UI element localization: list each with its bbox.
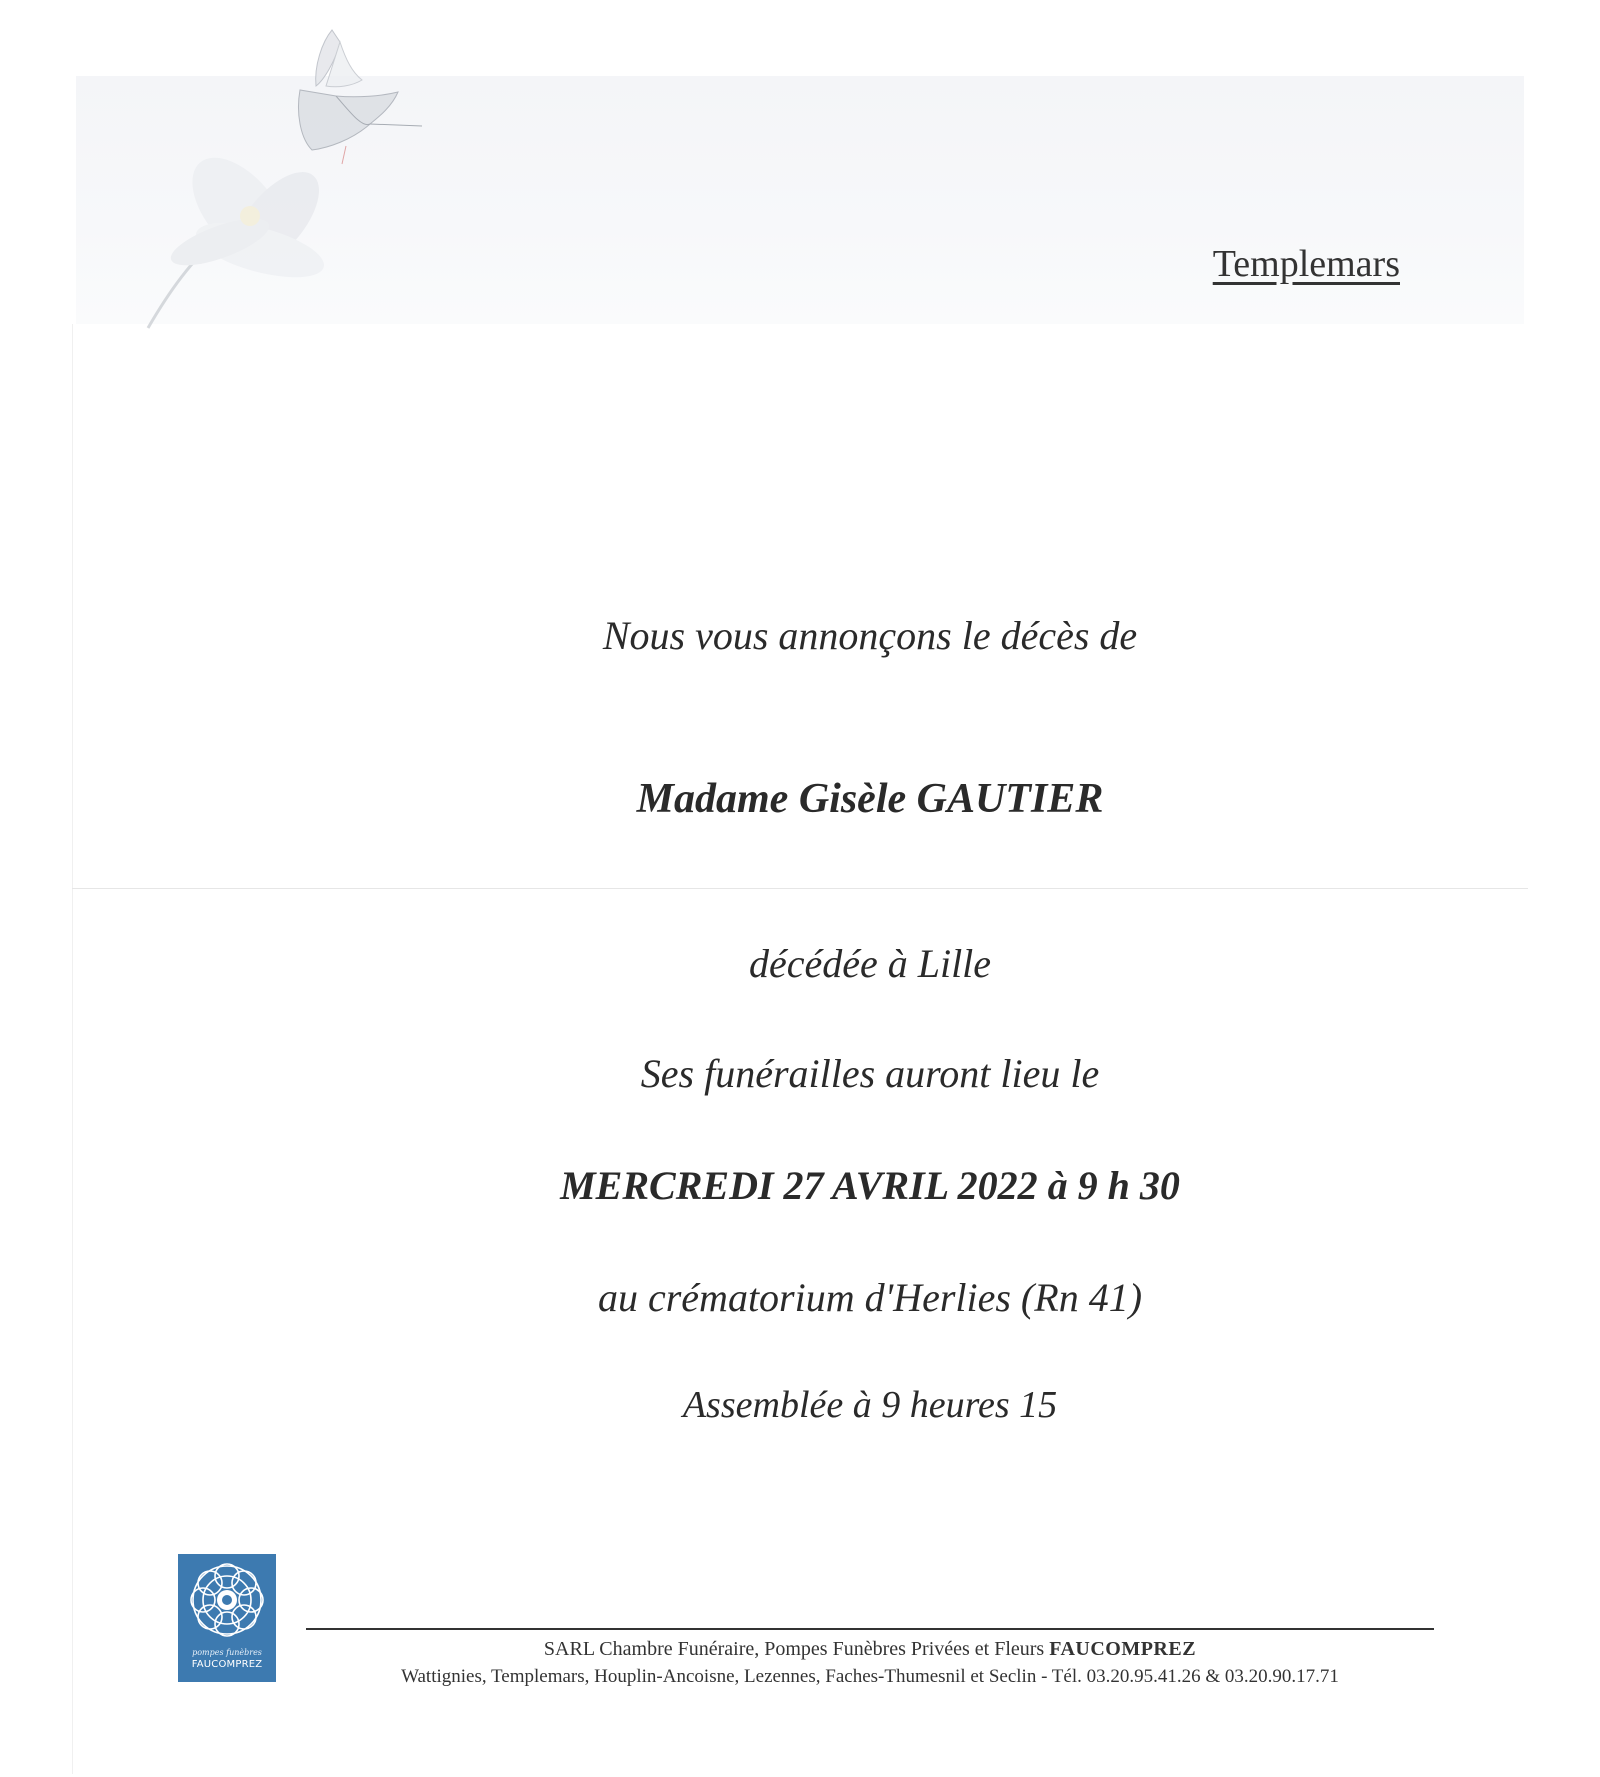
- fold-line: [72, 888, 1528, 889]
- footer-divider: [306, 1628, 1434, 1630]
- footer-locations-line: Wattignies, Templemars, Houplin-Ancoisne, Lezennes, Faches-Thumesnil et Seclin - Tél. 03.20.95.41.26 & 03.20.90.17.71: [401, 1666, 1339, 1687]
- logo-brand-text: FAUCOMPREZ: [191, 1659, 263, 1670]
- logo-script-text: pompes funèbres: [192, 1648, 262, 1657]
- funeral-venue: au crématorium d'Herlies (Rn 41): [597, 1275, 1143, 1320]
- deceased-name: Madame Gisèle GAUTIER: [636, 776, 1104, 822]
- location-heading: Templemars: [1212, 243, 1400, 285]
- place-of-death: décédée à Lille: [748, 941, 992, 986]
- footer-company-brand: FAUCOMPREZ: [1049, 1638, 1197, 1660]
- flower-butterfly-illustration: [100, 20, 440, 330]
- funeral-datetime: MERCREDI 27 AVRIL 2022 à 9 h 30: [560, 1163, 1180, 1208]
- rosette-icon: [178, 1554, 276, 1648]
- company-logo: [178, 1554, 276, 1682]
- butterfly-icon: [299, 30, 423, 164]
- footer-company-prefix: SARL Chambre Funéraire, Pompes Funèbres Privées et Fleurs: [543, 1638, 1050, 1660]
- funeral-intro: Ses funérailles auront lieu le: [640, 1051, 1100, 1096]
- assembly-time: Assemblée à 9 heures 15: [682, 1384, 1058, 1426]
- announcement-intro: Nous vous annonçons le décès de: [602, 613, 1138, 658]
- flower-icon: [148, 141, 335, 328]
- footer-company-line: [300, 1638, 1440, 1661]
- card-edge: [72, 324, 73, 1774]
